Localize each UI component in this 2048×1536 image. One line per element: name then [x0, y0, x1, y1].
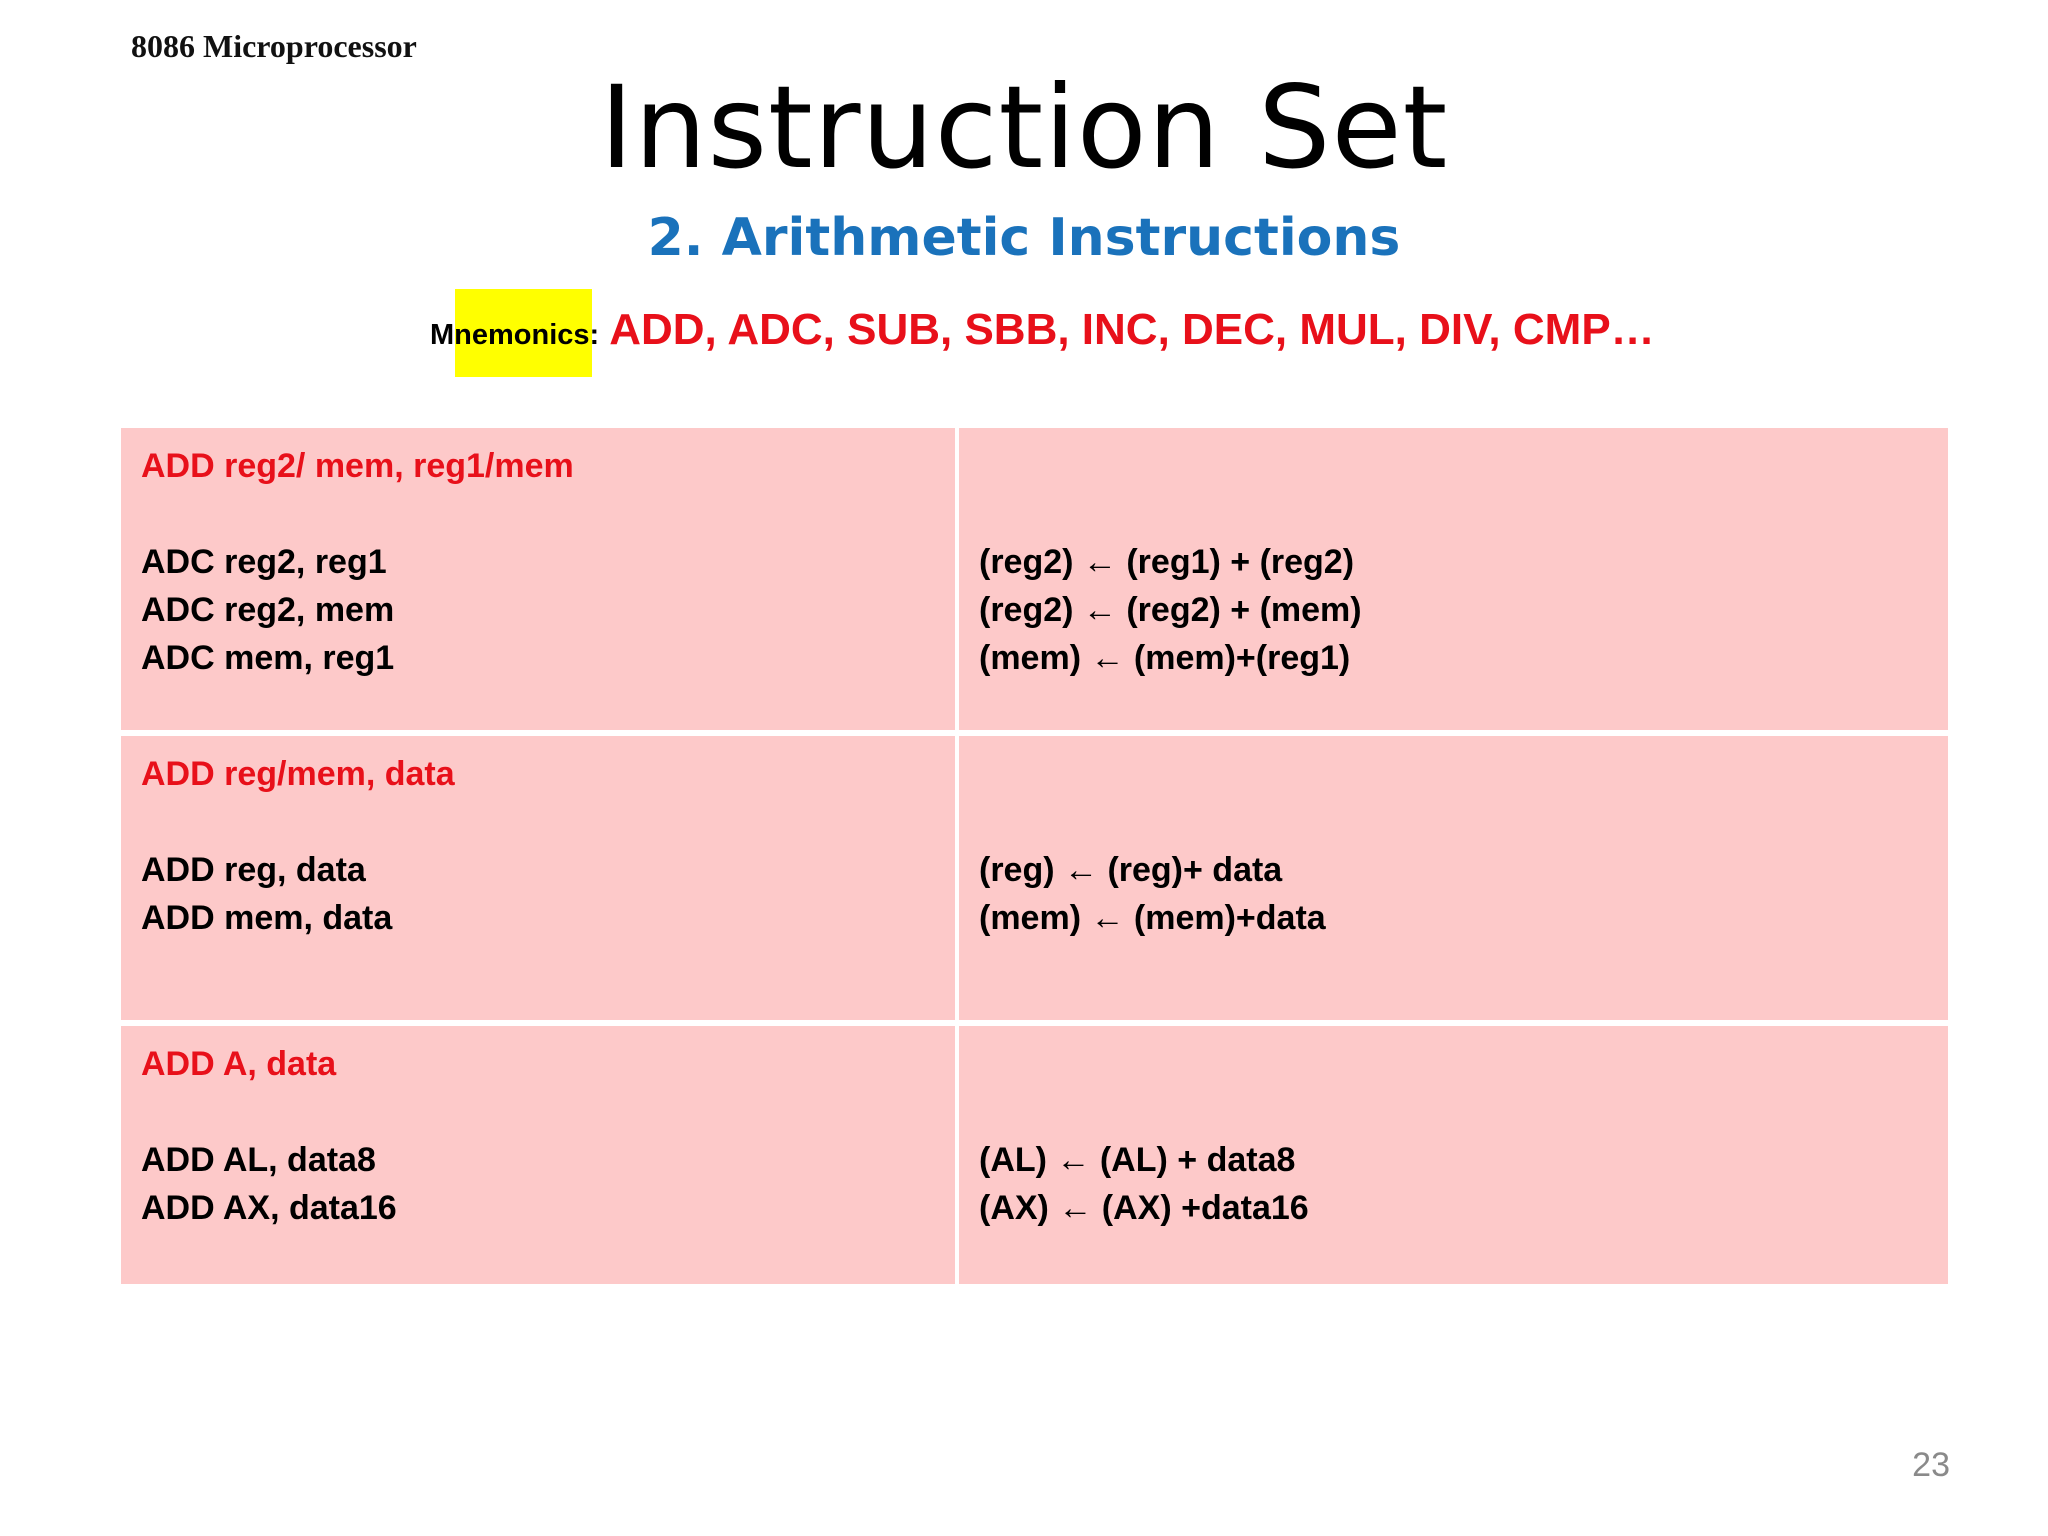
group-heading: ADD reg2/ mem, reg1/mem	[141, 447, 574, 485]
instruction-cell	[121, 428, 955, 730]
instruction-line: ADC reg2, reg1	[141, 543, 387, 581]
operation-line: (reg2) ← (reg2) + (mem)	[979, 591, 1362, 629]
course-label: 8086 Microprocessor	[131, 28, 417, 64]
instruction-line: ADD mem, data	[141, 899, 393, 937]
instruction-line: ADD AX, data16	[141, 1189, 397, 1227]
mnemonics-row	[430, 305, 1655, 365]
table-row	[121, 736, 1948, 1020]
operation-line: (mem) ← (mem)+data	[979, 899, 1326, 937]
operation-line: (AL) ← (AL) + data8	[979, 1141, 1296, 1179]
group-heading: ADD reg/mem, data	[141, 755, 455, 793]
page-number: 23	[1912, 1446, 1950, 1484]
page-title: Instruction Set	[599, 61, 1449, 194]
instruction-table	[121, 428, 1948, 1284]
mnemonics-list: ADD, ADC, SUB, SBB, INC, DEC, MUL, DIV, CMP…	[609, 305, 1655, 354]
group-heading: ADD A, data	[141, 1045, 337, 1083]
instruction-line: ADD AL, data8	[141, 1141, 376, 1179]
operation-cell	[959, 1026, 1948, 1284]
instruction-cell	[121, 736, 955, 1020]
table-row	[121, 428, 1948, 730]
section-subtitle: 2. Arithmetic Instructions	[647, 208, 1401, 268]
mnemonics-label: Mnemonics:	[430, 319, 600, 351]
instruction-line: ADC reg2, mem	[141, 591, 395, 629]
operation-line: (reg2) ← (reg1) + (reg2)	[979, 543, 1355, 581]
operation-line: (reg) ← (reg)+ data	[979, 851, 1283, 889]
operation-line: (AX) ← (AX) +data16	[979, 1189, 1309, 1227]
instruction-line: ADC mem, reg1	[141, 639, 395, 677]
operation-cell	[959, 736, 1948, 1020]
operation-cell	[959, 428, 1948, 730]
table-row	[121, 1026, 1948, 1284]
operation-line: (mem) ← (mem)+(reg1)	[979, 639, 1351, 677]
instruction-cell	[121, 1026, 955, 1284]
instruction-line: ADD reg, data	[141, 851, 366, 889]
